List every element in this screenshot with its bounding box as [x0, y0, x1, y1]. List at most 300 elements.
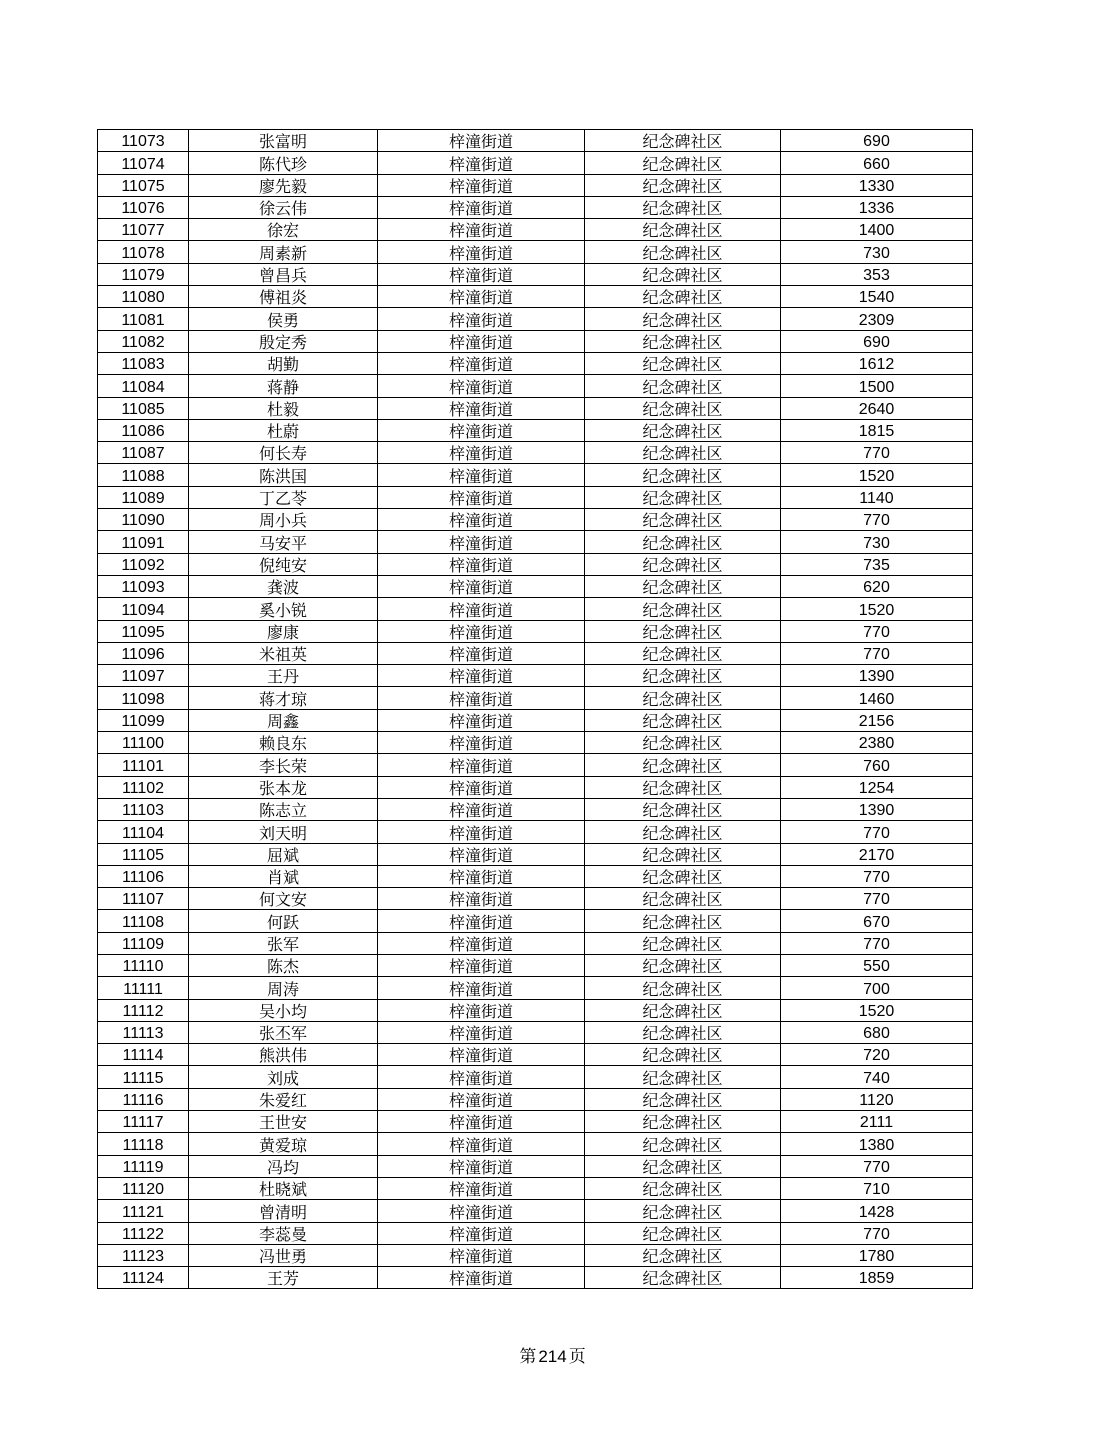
cell-community: 纪念碑社区 — [585, 1021, 781, 1043]
cell-id: 11075 — [98, 174, 189, 196]
cell-street: 梓潼街道 — [378, 509, 585, 531]
cell-id: 11120 — [98, 1177, 189, 1199]
cell-name: 陈代珍 — [189, 152, 378, 174]
cell-name: 周涛 — [189, 977, 378, 999]
cell-community: 纪念碑社区 — [585, 152, 781, 174]
roster-table — [97, 129, 973, 1289]
cell-street: 梓潼街道 — [378, 286, 585, 308]
cell-community: 纪念碑社区 — [585, 888, 781, 910]
table-row — [98, 509, 973, 531]
cell-id: 11087 — [98, 442, 189, 464]
cell-name: 廖康 — [189, 620, 378, 642]
cell-community: 纪念碑社区 — [585, 932, 781, 954]
cell-amount: 1390 — [781, 798, 973, 820]
cell-id: 11105 — [98, 843, 189, 865]
cell-community: 纪念碑社区 — [585, 865, 781, 887]
cell-community: 纪念碑社区 — [585, 754, 781, 776]
cell-street: 梓潼街道 — [378, 977, 585, 999]
cell-street: 梓潼街道 — [378, 442, 585, 464]
cell-community: 纪念碑社区 — [585, 1133, 781, 1155]
cell-amount: 680 — [781, 1021, 973, 1043]
cell-street: 梓潼街道 — [378, 486, 585, 508]
cell-amount: 770 — [781, 821, 973, 843]
cell-amount: 2111 — [781, 1111, 973, 1133]
cell-street: 梓潼街道 — [378, 397, 585, 419]
cell-community: 纪念碑社区 — [585, 1222, 781, 1244]
table-row — [98, 575, 973, 597]
cell-amount: 730 — [781, 531, 973, 553]
cell-id: 11097 — [98, 665, 189, 687]
cell-name: 米祖英 — [189, 642, 378, 664]
cell-amount: 1120 — [781, 1088, 973, 1110]
cell-id: 11096 — [98, 642, 189, 664]
cell-community: 纪念碑社区 — [585, 687, 781, 709]
cell-amount: 1540 — [781, 286, 973, 308]
table-row — [98, 977, 973, 999]
table-row — [98, 776, 973, 798]
cell-id: 11085 — [98, 397, 189, 419]
cell-id: 11081 — [98, 308, 189, 330]
cell-community: 纪念碑社区 — [585, 219, 781, 241]
cell-name: 丁乙苓 — [189, 486, 378, 508]
cell-amount: 353 — [781, 263, 973, 285]
cell-id: 11098 — [98, 687, 189, 709]
cell-street: 梓潼街道 — [378, 1177, 585, 1199]
cell-id: 11119 — [98, 1155, 189, 1177]
cell-amount: 1612 — [781, 352, 973, 374]
cell-name: 侯勇 — [189, 308, 378, 330]
table-row — [98, 397, 973, 419]
cell-amount: 2309 — [781, 308, 973, 330]
cell-street: 梓潼街道 — [378, 1222, 585, 1244]
cell-id: 11076 — [98, 196, 189, 218]
cell-id: 11073 — [98, 130, 189, 152]
cell-amount: 1815 — [781, 419, 973, 441]
table-row — [98, 1044, 973, 1066]
table-row — [98, 1111, 973, 1133]
cell-id: 11108 — [98, 910, 189, 932]
cell-amount: 770 — [781, 620, 973, 642]
cell-amount: 770 — [781, 642, 973, 664]
cell-id: 11086 — [98, 419, 189, 441]
cell-community: 纪念碑社区 — [585, 575, 781, 597]
cell-community: 纪念碑社区 — [585, 352, 781, 374]
cell-community: 纪念碑社区 — [585, 1177, 781, 1199]
cell-amount: 690 — [781, 130, 973, 152]
cell-name: 杜毅 — [189, 397, 378, 419]
cell-street: 梓潼街道 — [378, 464, 585, 486]
table-row — [98, 1088, 973, 1110]
cell-community: 纪念碑社区 — [585, 196, 781, 218]
cell-amount: 770 — [781, 442, 973, 464]
table-row — [98, 598, 973, 620]
cell-street: 梓潼街道 — [378, 308, 585, 330]
cell-community: 纪念碑社区 — [585, 553, 781, 575]
cell-amount: 1428 — [781, 1200, 973, 1222]
cell-amount: 770 — [781, 865, 973, 887]
table-row — [98, 241, 973, 263]
table-row — [98, 330, 973, 352]
cell-community: 纪念碑社区 — [585, 375, 781, 397]
cell-community: 纪念碑社区 — [585, 1155, 781, 1177]
cell-id: 11110 — [98, 954, 189, 976]
cell-name: 王丹 — [189, 665, 378, 687]
cell-name: 熊洪伟 — [189, 1044, 378, 1066]
table-row — [98, 1133, 973, 1155]
cell-name: 周小兵 — [189, 509, 378, 531]
table-row — [98, 709, 973, 731]
table-row — [98, 486, 973, 508]
cell-name: 肖斌 — [189, 865, 378, 887]
cell-id: 11083 — [98, 352, 189, 374]
cell-amount: 770 — [781, 932, 973, 954]
cell-name: 曾清明 — [189, 1200, 378, 1222]
cell-amount: 690 — [781, 330, 973, 352]
cell-amount: 620 — [781, 575, 973, 597]
cell-street: 梓潼街道 — [378, 1200, 585, 1222]
table-row — [98, 1066, 973, 1088]
cell-street: 梓潼街道 — [378, 798, 585, 820]
table-row — [98, 932, 973, 954]
table-row — [98, 1200, 973, 1222]
cell-name: 廖先毅 — [189, 174, 378, 196]
cell-id: 11077 — [98, 219, 189, 241]
cell-community: 纪念碑社区 — [585, 509, 781, 531]
cell-name: 倪纯安 — [189, 553, 378, 575]
cell-amount: 1254 — [781, 776, 973, 798]
cell-id: 11084 — [98, 375, 189, 397]
cell-amount: 1390 — [781, 665, 973, 687]
cell-street: 梓潼街道 — [378, 1133, 585, 1155]
cell-amount: 1336 — [781, 196, 973, 218]
cell-community: 纪念碑社区 — [585, 330, 781, 352]
page-footer — [0, 1342, 1105, 1367]
cell-name: 蒋静 — [189, 375, 378, 397]
cell-community: 纪念碑社区 — [585, 486, 781, 508]
table-row — [98, 732, 973, 754]
cell-id: 11121 — [98, 1200, 189, 1222]
cell-name: 殷定秀 — [189, 330, 378, 352]
cell-street: 梓潼街道 — [378, 553, 585, 575]
page-number: 214 — [538, 1347, 567, 1366]
cell-street: 梓潼街道 — [378, 241, 585, 263]
cell-street: 梓潼街道 — [378, 375, 585, 397]
table-row — [98, 954, 973, 976]
table-row — [98, 843, 973, 865]
cell-community: 纪念碑社区 — [585, 241, 781, 263]
cell-id: 11101 — [98, 754, 189, 776]
cell-amount: 550 — [781, 954, 973, 976]
cell-community: 纪念碑社区 — [585, 1088, 781, 1110]
cell-name: 何跃 — [189, 910, 378, 932]
cell-name: 朱爱红 — [189, 1088, 378, 1110]
cell-community: 纪念碑社区 — [585, 308, 781, 330]
table-row — [98, 442, 973, 464]
cell-name: 黄爱琼 — [189, 1133, 378, 1155]
cell-community: 纪念碑社区 — [585, 397, 781, 419]
table-row — [98, 1177, 973, 1199]
cell-street: 梓潼街道 — [378, 1066, 585, 1088]
cell-amount: 1140 — [781, 486, 973, 508]
cell-id: 11092 — [98, 553, 189, 575]
table-row — [98, 910, 973, 932]
cell-amount: 710 — [781, 1177, 973, 1199]
cell-street: 梓潼街道 — [378, 263, 585, 285]
cell-name: 陈志立 — [189, 798, 378, 820]
table-row — [98, 196, 973, 218]
cell-street: 梓潼街道 — [378, 888, 585, 910]
cell-id: 11100 — [98, 732, 189, 754]
cell-amount: 660 — [781, 152, 973, 174]
cell-amount: 1520 — [781, 598, 973, 620]
cell-amount: 760 — [781, 754, 973, 776]
cell-street: 梓潼街道 — [378, 1267, 585, 1289]
cell-id: 11093 — [98, 575, 189, 597]
cell-id: 11122 — [98, 1222, 189, 1244]
cell-name: 曾昌兵 — [189, 263, 378, 285]
cell-id: 11102 — [98, 776, 189, 798]
cell-name: 徐云伟 — [189, 196, 378, 218]
footer-suffix: 页 — [568, 1347, 586, 1367]
footer-prefix: 第 — [519, 1347, 537, 1367]
cell-amount: 670 — [781, 910, 973, 932]
table-row — [98, 1267, 973, 1289]
cell-street: 梓潼街道 — [378, 709, 585, 731]
cell-street: 梓潼街道 — [378, 687, 585, 709]
cell-community: 纪念碑社区 — [585, 954, 781, 976]
cell-id: 11082 — [98, 330, 189, 352]
cell-street: 梓潼街道 — [378, 665, 585, 687]
cell-id: 11115 — [98, 1066, 189, 1088]
cell-street: 梓潼街道 — [378, 174, 585, 196]
cell-id: 11094 — [98, 598, 189, 620]
cell-street: 梓潼街道 — [378, 575, 585, 597]
cell-community: 纪念碑社区 — [585, 286, 781, 308]
cell-name: 徐宏 — [189, 219, 378, 241]
cell-amount: 2380 — [781, 732, 973, 754]
cell-amount: 770 — [781, 1155, 973, 1177]
table-row — [98, 531, 973, 553]
cell-name: 何文安 — [189, 888, 378, 910]
cell-id: 11099 — [98, 709, 189, 731]
cell-id: 11090 — [98, 509, 189, 531]
cell-amount: 770 — [781, 1222, 973, 1244]
cell-amount: 1400 — [781, 219, 973, 241]
cell-name: 王芳 — [189, 1267, 378, 1289]
cell-street: 梓潼街道 — [378, 1244, 585, 1266]
cell-street: 梓潼街道 — [378, 130, 585, 152]
cell-name: 赖良东 — [189, 732, 378, 754]
cell-community: 纪念碑社区 — [585, 642, 781, 664]
table-row — [98, 152, 973, 174]
cell-community: 纪念碑社区 — [585, 798, 781, 820]
cell-street: 梓潼街道 — [378, 910, 585, 932]
cell-amount: 700 — [781, 977, 973, 999]
cell-id: 11106 — [98, 865, 189, 887]
cell-street: 梓潼街道 — [378, 954, 585, 976]
cell-street: 梓潼街道 — [378, 821, 585, 843]
cell-street: 梓潼街道 — [378, 620, 585, 642]
table-row — [98, 1244, 973, 1266]
table-row — [98, 1021, 973, 1043]
cell-name: 马安平 — [189, 531, 378, 553]
cell-community: 纪念碑社区 — [585, 1066, 781, 1088]
cell-id: 11123 — [98, 1244, 189, 1266]
cell-id: 11112 — [98, 999, 189, 1021]
cell-amount: 1330 — [781, 174, 973, 196]
cell-amount: 2156 — [781, 709, 973, 731]
cell-id: 11089 — [98, 486, 189, 508]
cell-street: 梓潼街道 — [378, 1111, 585, 1133]
cell-id: 11118 — [98, 1133, 189, 1155]
cell-amount: 1780 — [781, 1244, 973, 1266]
cell-community: 纪念碑社区 — [585, 442, 781, 464]
cell-name: 龚波 — [189, 575, 378, 597]
cell-id: 11088 — [98, 464, 189, 486]
cell-street: 梓潼街道 — [378, 531, 585, 553]
cell-name: 周鑫 — [189, 709, 378, 731]
table-row — [98, 219, 973, 241]
table-row — [98, 665, 973, 687]
cell-street: 梓潼街道 — [378, 999, 585, 1021]
cell-name: 陈洪国 — [189, 464, 378, 486]
cell-street: 梓潼街道 — [378, 1088, 585, 1110]
cell-community: 纪念碑社区 — [585, 977, 781, 999]
table-row — [98, 419, 973, 441]
cell-id: 11080 — [98, 286, 189, 308]
table-row — [98, 375, 973, 397]
cell-community: 纪念碑社区 — [585, 1267, 781, 1289]
cell-street: 梓潼街道 — [378, 1155, 585, 1177]
cell-id: 11124 — [98, 1267, 189, 1289]
cell-id: 11104 — [98, 821, 189, 843]
table-row — [98, 999, 973, 1021]
cell-amount: 2640 — [781, 397, 973, 419]
cell-name: 何长寿 — [189, 442, 378, 464]
cell-street: 梓潼街道 — [378, 1044, 585, 1066]
cell-amount: 1520 — [781, 999, 973, 1021]
cell-name: 刘成 — [189, 1066, 378, 1088]
cell-amount: 1500 — [781, 375, 973, 397]
cell-street: 梓潼街道 — [378, 843, 585, 865]
cell-community: 纪念碑社区 — [585, 665, 781, 687]
cell-street: 梓潼街道 — [378, 330, 585, 352]
cell-street: 梓潼街道 — [378, 152, 585, 174]
cell-name: 张丕军 — [189, 1021, 378, 1043]
table-row — [98, 464, 973, 486]
cell-community: 纪念碑社区 — [585, 419, 781, 441]
cell-amount: 1520 — [781, 464, 973, 486]
cell-name: 周素新 — [189, 241, 378, 263]
cell-amount: 735 — [781, 553, 973, 575]
cell-name: 张军 — [189, 932, 378, 954]
cell-street: 梓潼街道 — [378, 1021, 585, 1043]
cell-community: 纪念碑社区 — [585, 910, 781, 932]
table-row — [98, 642, 973, 664]
table-row — [98, 687, 973, 709]
cell-amount: 1460 — [781, 687, 973, 709]
cell-id: 11078 — [98, 241, 189, 263]
cell-name: 屈斌 — [189, 843, 378, 865]
cell-amount: 730 — [781, 241, 973, 263]
cell-street: 梓潼街道 — [378, 419, 585, 441]
cell-community: 纪念碑社区 — [585, 709, 781, 731]
table-row — [98, 553, 973, 575]
cell-community: 纪念碑社区 — [585, 821, 781, 843]
cell-id: 11091 — [98, 531, 189, 553]
table-row — [98, 1155, 973, 1177]
table-row — [98, 888, 973, 910]
cell-street: 梓潼街道 — [378, 352, 585, 374]
cell-name: 张富明 — [189, 130, 378, 152]
table-row — [98, 821, 973, 843]
cell-name: 蒋才琼 — [189, 687, 378, 709]
cell-name: 刘天明 — [189, 821, 378, 843]
cell-id: 11109 — [98, 932, 189, 954]
cell-community: 纪念碑社区 — [585, 174, 781, 196]
cell-name: 张本龙 — [189, 776, 378, 798]
cell-id: 11117 — [98, 1111, 189, 1133]
cell-amount: 1859 — [781, 1267, 973, 1289]
table-row — [98, 286, 973, 308]
cell-street: 梓潼街道 — [378, 932, 585, 954]
cell-street: 梓潼街道 — [378, 776, 585, 798]
table-row — [98, 130, 973, 152]
cell-community: 纪念碑社区 — [585, 843, 781, 865]
table-row — [98, 352, 973, 374]
cell-name: 王世安 — [189, 1111, 378, 1133]
cell-street: 梓潼街道 — [378, 219, 585, 241]
table-row — [98, 174, 973, 196]
cell-id: 11111 — [98, 977, 189, 999]
cell-name: 傅祖炎 — [189, 286, 378, 308]
cell-name: 陈杰 — [189, 954, 378, 976]
table-row — [98, 798, 973, 820]
cell-id: 11103 — [98, 798, 189, 820]
cell-name: 李长荣 — [189, 754, 378, 776]
roster-table-body — [98, 130, 973, 1289]
cell-community: 纪念碑社区 — [585, 130, 781, 152]
cell-amount: 2170 — [781, 843, 973, 865]
cell-amount: 740 — [781, 1066, 973, 1088]
cell-amount: 720 — [781, 1044, 973, 1066]
cell-street: 梓潼街道 — [378, 598, 585, 620]
cell-id: 11114 — [98, 1044, 189, 1066]
cell-community: 纪念碑社区 — [585, 1200, 781, 1222]
cell-community: 纪念碑社区 — [585, 732, 781, 754]
cell-community: 纪念碑社区 — [585, 263, 781, 285]
cell-community: 纪念碑社区 — [585, 776, 781, 798]
cell-name: 杜晓斌 — [189, 1177, 378, 1199]
cell-name: 李蕊曼 — [189, 1222, 378, 1244]
cell-community: 纪念碑社区 — [585, 999, 781, 1021]
table-row — [98, 865, 973, 887]
cell-id: 11095 — [98, 620, 189, 642]
cell-community: 纪念碑社区 — [585, 598, 781, 620]
cell-name: 吴小均 — [189, 999, 378, 1021]
cell-community: 纪念碑社区 — [585, 1044, 781, 1066]
cell-community: 纪念碑社区 — [585, 620, 781, 642]
table-row — [98, 263, 973, 285]
cell-community: 纪念碑社区 — [585, 1111, 781, 1133]
cell-community: 纪念碑社区 — [585, 464, 781, 486]
cell-name: 冯均 — [189, 1155, 378, 1177]
table-row — [98, 308, 973, 330]
cell-id: 11116 — [98, 1088, 189, 1110]
cell-name: 胡勤 — [189, 352, 378, 374]
cell-community: 纪念碑社区 — [585, 1244, 781, 1266]
cell-street: 梓潼街道 — [378, 865, 585, 887]
